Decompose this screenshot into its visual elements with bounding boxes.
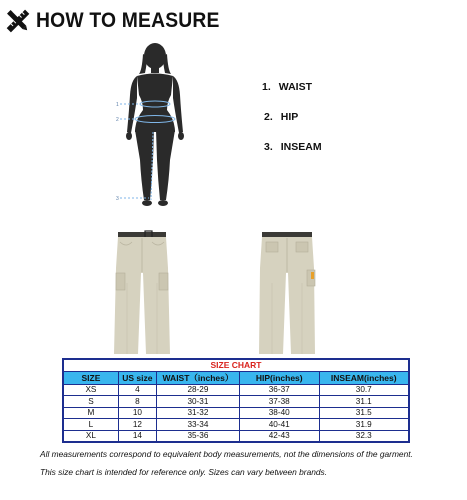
table-cell: 42-43 [239, 430, 319, 442]
table-cell: 31.9 [319, 419, 409, 431]
column-header: WAIST（inches） [156, 371, 239, 384]
step-label: WAIST [278, 81, 313, 93]
ruler-pencil-icon [4, 7, 32, 35]
table-cell: 31.1 [319, 396, 409, 408]
mark-3: 3 [116, 196, 119, 202]
table-cell: S [63, 396, 118, 408]
table-cell: M [63, 407, 118, 419]
measure-steps [262, 72, 322, 162]
page-title: HOW TO MEASURE [36, 9, 220, 32]
table-cell: 10 [118, 407, 156, 419]
pants-front-image [112, 228, 172, 358]
table-cell: 38-40 [239, 407, 319, 419]
table-cell: 30-31 [156, 396, 239, 408]
table-row [63, 407, 409, 419]
body-figure [95, 40, 215, 212]
size-chart-table [62, 358, 410, 443]
step-number: 3. [264, 141, 273, 153]
step-label: INSEAM [280, 141, 322, 153]
size-chart-title: SIZE CHART [63, 359, 409, 371]
column-header: HIP(inches) [239, 371, 319, 384]
pants-back-image [252, 228, 322, 358]
table-cell: 40-41 [239, 419, 319, 431]
table-cell: 33-34 [156, 419, 239, 431]
table-cell: 31.5 [319, 407, 409, 419]
table-row [63, 430, 409, 442]
step-number: 2. [264, 111, 273, 123]
table-header-row [63, 371, 409, 384]
step-inseam [264, 132, 322, 162]
table-cell: 36-37 [239, 384, 319, 396]
table-cell: XS [63, 384, 118, 396]
table-cell: 14 [118, 430, 156, 442]
table-cell: L [63, 419, 118, 431]
table-cell: 32.3 [319, 430, 409, 442]
table-row [63, 396, 409, 408]
mark-2: 2 [116, 117, 119, 123]
column-header: US size [118, 371, 156, 384]
table-cell: XL [63, 430, 118, 442]
step-waist [262, 72, 322, 102]
step-number: 1. [262, 81, 271, 93]
step-label: HIP [280, 111, 299, 123]
column-header: INSEAM(inches) [319, 371, 409, 384]
measurement-note: All measurements correspond to equivalent body measurements, not the dimensions of the garment. [40, 449, 413, 459]
table-cell: 37-38 [239, 396, 319, 408]
mark-1: 1 [116, 102, 119, 108]
table-cell: 31-32 [156, 407, 239, 419]
table-cell: 4 [118, 384, 156, 396]
table-cell: 35-36 [156, 430, 239, 442]
table-cell: 8 [118, 396, 156, 408]
table-cell: 12 [118, 419, 156, 431]
header [4, 6, 236, 36]
reference-note: This size chart is intended for reference only. Sizes can vary between brands. [40, 467, 328, 477]
column-header: SIZE [63, 371, 118, 384]
table-row [63, 419, 409, 431]
table-cell: 30.7 [319, 384, 409, 396]
table-row [63, 384, 409, 396]
table-cell: 28-29 [156, 384, 239, 396]
step-hip [264, 102, 322, 132]
